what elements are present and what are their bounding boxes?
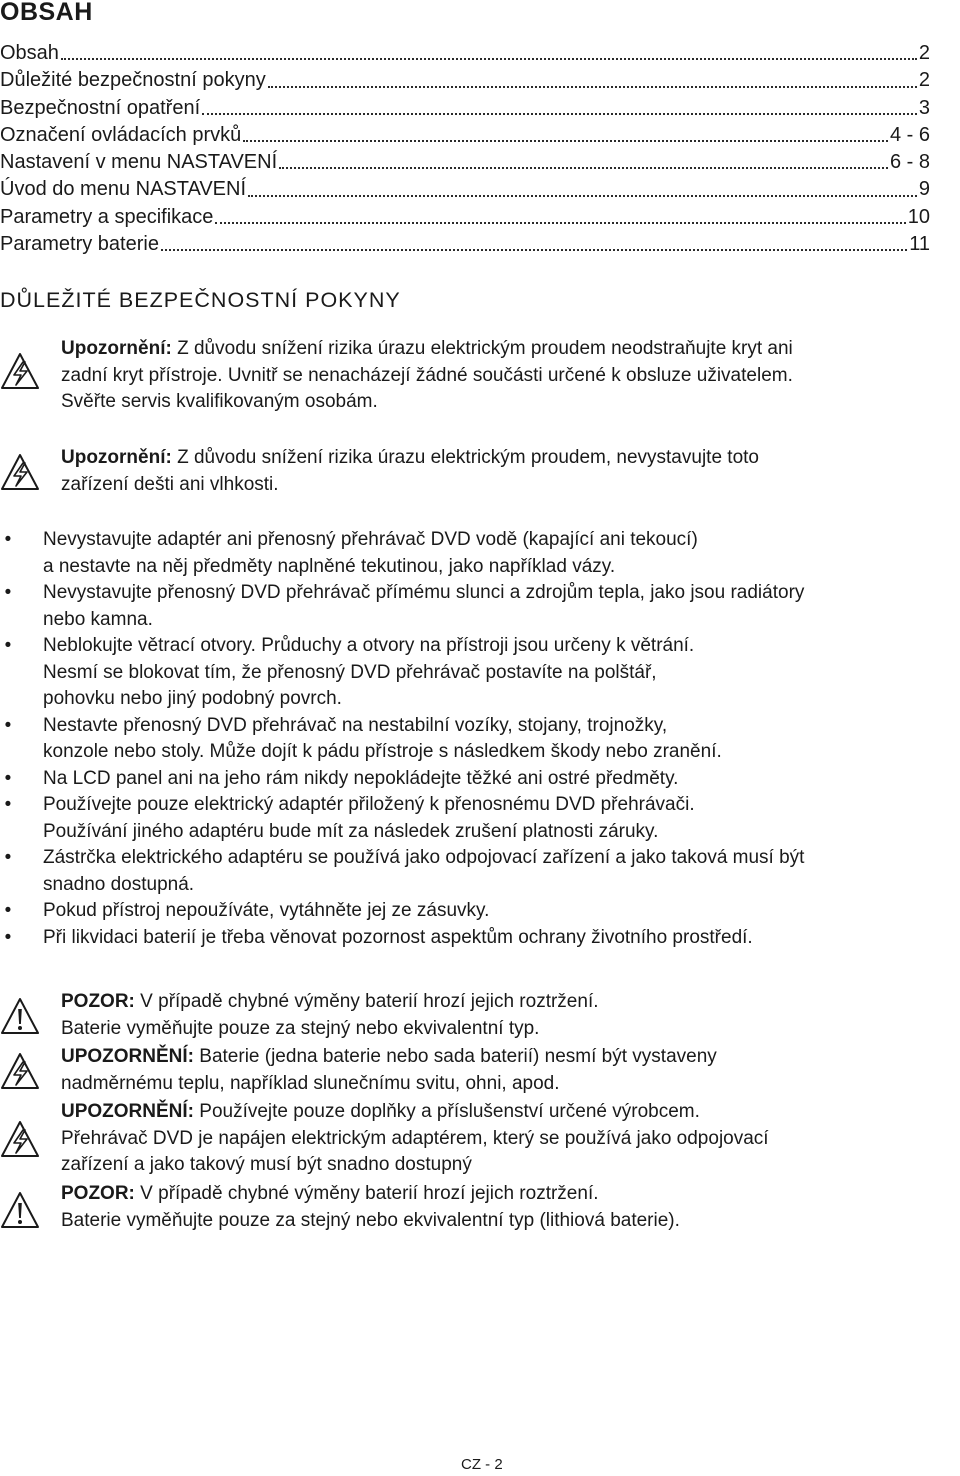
- bullet-icon: •: [4, 767, 12, 789]
- list-item-text: Používejte pouze elektrický adaptér přiložený k přenosnému DVD přehrávači.: [43, 794, 695, 815]
- bullet-icon: •: [4, 529, 12, 550]
- toc-page-number: 6 - 8: [889, 151, 930, 174]
- toc-row[interactable]: [0, 231, 930, 258]
- exclamation-triangle-icon: [0, 997, 40, 1035]
- toc-row[interactable]: [0, 176, 930, 203]
- list-item-text: snadno dostupná.: [43, 873, 195, 895]
- toc-page-number: 9: [918, 178, 930, 201]
- toc-label: Bezpečnostní opatření: [0, 96, 201, 119]
- warning-text: Z důvodu snížení rizika úrazu elektrickým proudem neodstraňujte kryt ani: [171, 338, 793, 359]
- toc-leader-dots: [161, 249, 907, 251]
- list-item-text: Nesmí se blokovat tím, že přenosný DVD přehrávač postavíte na polštář,: [43, 661, 657, 683]
- bullet-icon: •: [4, 794, 12, 815]
- toc-leader-dots: [279, 167, 888, 169]
- toc-leader-dots: [268, 86, 917, 88]
- bullet-icon: •: [4, 714, 12, 736]
- caution-label: UPOZORNĚNÍ:: [61, 1046, 194, 1067]
- bullet-icon: •: [4, 900, 12, 921]
- toc-leader-dots: [61, 58, 917, 60]
- toc-page-number: 2: [918, 69, 930, 92]
- toc-page-number: 3: [918, 96, 930, 119]
- caution-block: [61, 1099, 769, 1179]
- toc-page-number: 10: [907, 205, 930, 228]
- bullet-icon: •: [4, 582, 12, 603]
- toc-label: Označení ovládacích prvků: [0, 123, 242, 146]
- caution-text: V případě chybné výměny baterií hrozí jejich roztržení.: [134, 1183, 599, 1204]
- page-number-footer: CZ - 2: [461, 1456, 503, 1473]
- table-of-contents: [0, 40, 930, 258]
- warning-text: zařízení dešti ani vlhkosti.: [61, 473, 279, 495]
- list-item: [0, 580, 960, 633]
- list-item-text: Při likvidaci baterií je třeba věnovat pozornost aspektům ochrany životního prostředí.: [43, 926, 753, 948]
- toc-row[interactable]: [0, 95, 930, 122]
- list-item-text: pohovku nebo jiný podobný povrch.: [43, 688, 342, 709]
- toc-row[interactable]: [0, 149, 930, 176]
- warning-block: [61, 445, 759, 498]
- bullet-icon: •: [4, 847, 12, 868]
- caution-text: zařízení a jako takový musí být snadno dostupný: [61, 1154, 472, 1175]
- section-heading: DŮLEŽITÉ BEZPEČNOSTNÍ POKYNY: [0, 288, 401, 312]
- warning-text: zadní kryt přístroje. Uvnitř se nenacházejí žádné součásti určené k obsluze uživatelem.: [61, 364, 793, 386]
- list-item-text: Neblokujte větrací otvory. Průduchy a otvory na přístroji jsou určeny k větrání.: [43, 635, 695, 656]
- bullet-icon: •: [4, 926, 12, 948]
- list-item: [0, 766, 960, 793]
- list-item: [0, 898, 960, 925]
- list-item: [0, 527, 960, 580]
- toc-page-number: 2: [918, 42, 930, 64]
- caution-text: nadměrnému teplu, například slunečnímu svitu, ohni, apod.: [61, 1072, 560, 1094]
- list-item-text: nebo kamna.: [43, 608, 153, 630]
- list-item-text: Nevystavujte přenosný DVD přehrávač přímému slunci a zdrojům tepla, jako jsou radiátory: [43, 582, 805, 603]
- lightning-triangle-icon: [0, 1052, 40, 1090]
- caution-text: Baterie vyměňujte pouze za stejný nebo ekvivalentní typ (lithiová baterie).: [61, 1209, 680, 1231]
- list-item-text: Pokud přístroj nepoužíváte, vytáhněte jej ze zásuvky.: [43, 900, 490, 921]
- caution-text: V případě chybné výměny baterií hrozí jejich roztržení.: [134, 991, 599, 1012]
- warning-block: [61, 336, 793, 416]
- lightning-triangle-icon: [0, 453, 40, 491]
- list-item-text: Nevystavujte adaptér ani přenosný přehrávač DVD vodě (kapající ani tekoucí): [43, 529, 698, 550]
- toc-label: Parametry a specifikace: [0, 205, 214, 228]
- page-title: OBSAH: [0, 0, 93, 26]
- toc-page-number: 4 - 6: [889, 123, 930, 146]
- toc-label: Úvod do menu NASTAVENÍ: [0, 178, 247, 201]
- toc-leader-dots: [202, 113, 917, 115]
- caution-text: Baterie (jedna baterie nebo sada baterií) nesmí být vystaveny: [194, 1046, 717, 1067]
- toc-page-number: 11: [909, 233, 930, 256]
- warning-text: Svěřte servis kvalifikovaným osobám.: [61, 391, 378, 412]
- lightning-triangle-icon: [0, 1120, 40, 1158]
- exclamation-triangle-icon: [0, 1191, 40, 1229]
- bullet-icon: •: [4, 635, 12, 656]
- caution-label: POZOR:: [61, 1183, 135, 1204]
- list-item-text: Používání jiného adaptéru bude mít za následek zrušení platnosti záruky.: [43, 820, 659, 842]
- list-item-text: Zástrčka elektrického adaptéru se používá jako odpojovací zařízení a jako taková musí být: [43, 847, 805, 868]
- list-item: [0, 792, 960, 845]
- caution-text: Používejte pouze doplňky a příslušenství určené výrobcem.: [194, 1101, 700, 1122]
- toc-leader-dots: [215, 222, 905, 224]
- toc-label: Nastavení v menu NASTAVENÍ: [0, 151, 278, 174]
- list-item: [0, 925, 960, 952]
- list-item-text: Na LCD panel ani na jeho rám nikdy nepokládejte těžké ani ostré předměty.: [43, 767, 679, 789]
- toc-row[interactable]: [0, 122, 930, 149]
- caution-block: [61, 989, 599, 1042]
- warning-label: Upozornění:: [61, 338, 172, 359]
- toc-label: Parametry baterie: [0, 233, 159, 256]
- caution-text: Baterie vyměňujte pouze za stejný nebo ekvivalentní typ.: [61, 1017, 540, 1039]
- list-item: [0, 633, 960, 713]
- warning-text: Z důvodu snížení rizika úrazu elektrickým proudem, nevystavujte toto: [171, 447, 759, 468]
- toc-row[interactable]: [0, 40, 930, 67]
- caution-label: UPOZORNĚNÍ:: [61, 1101, 194, 1122]
- toc-row[interactable]: [0, 204, 930, 231]
- toc-leader-dots: [248, 195, 917, 197]
- list-item: [0, 845, 960, 898]
- toc-leader-dots: [243, 140, 888, 142]
- caution-label: POZOR:: [61, 991, 135, 1012]
- toc-row[interactable]: [0, 67, 930, 94]
- caution-block: [61, 1181, 680, 1234]
- caution-block: [61, 1044, 717, 1097]
- list-item-text: a nestavte na něj předměty naplněné tekutinou, jako například vázy.: [43, 555, 616, 577]
- list-item-text: konzole nebo stoly. Může dojít k pádu přístroje s následkem škody nebo zranění.: [43, 741, 722, 762]
- safety-bullet-list: [0, 527, 960, 951]
- toc-label: Obsah: [0, 42, 59, 64]
- caution-text: Přehrávač DVD je napájen elektrickým adaptérem, který se používá jako odpojovací: [61, 1127, 769, 1149]
- warning-label: Upozornění:: [61, 447, 172, 468]
- list-item-text: Nestavte přenosný DVD přehrávač na nestabilní vozíky, stojany, trojnožky,: [43, 714, 668, 736]
- list-item: [0, 713, 960, 766]
- toc-label: Důležité bezpečnostní pokyny: [0, 69, 266, 92]
- lightning-triangle-icon: [0, 352, 40, 390]
